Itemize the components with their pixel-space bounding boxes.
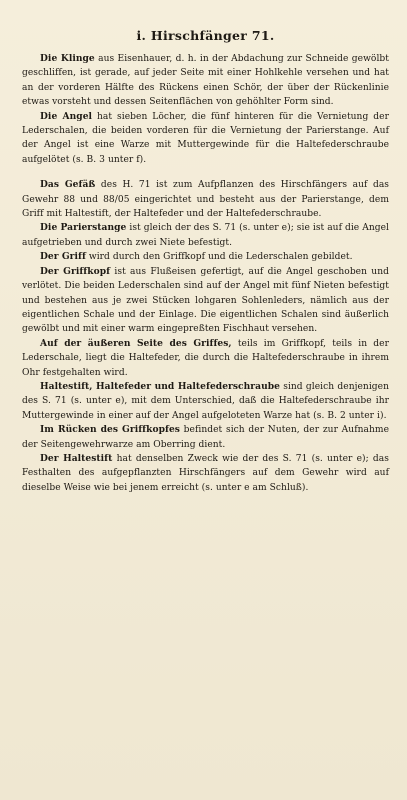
- paragraph-text: teils im Griffkopf, teils in der Lederschale, liegt die Haltefeder, die durch die Haltefederschraube in ihrem Ohr festgehalten wird.: [22, 338, 389, 378]
- paragraph-text: sind gleich denjenigen des S. 71 (s. unter e), mit dem Unterschied, daß die Haltefederschraube ihr Muttergewinde in einer auf der Angel aufgeloteten Warze hat (s. B. 2 unter i).: [22, 381, 389, 421]
- paragraph-aeussere-seite: [22, 337, 389, 380]
- paragraph-text: ist gleich der des S. 71 (s. unter e); sie ist auf die Angel aufgetrieben und durch zwei Niete befestigt.: [22, 223, 389, 248]
- section-gap: [22, 167, 389, 178]
- paragraph-text: hat denselben Zweck wie der des S. 71 (s. unter e); das Festhalten des aufgepflanzten Hirschfängers auf dem Gewehr wird auf dieselbe Weise wie bei jenem erreicht (s. unter e am Schluß).: [22, 453, 389, 493]
- paragraph-lead: Die Angel: [40, 110, 93, 122]
- paragraph-haltestift-feder-schraube: [22, 380, 389, 423]
- paragraph-text: ist aus Flußeisen gefertigt, auf die Angel geschoben und verlötet. Die beiden Lederschalen sind auf der Angel mit fünf Nieten befestigt und bestehen aus je zwei Stücken lohgaren Sohlenleders, nämlich aus der eigentlichen Schale und der Einlage. Die eigentlichen Schalen sind äußerlich gewölbt und mit einer warm eingepreßten Fischhaut versehen.: [22, 266, 389, 335]
- paragraph-ruecken-griffkopf: [22, 423, 389, 452]
- paragraph-lead: Der Haltestift: [40, 452, 113, 464]
- paragraph-lead: Im Rücken des Griffkopfes: [40, 424, 180, 436]
- paragraph-lead: Der Griff: [40, 251, 86, 263]
- paragraph-lead: Auf der äußeren Seite des Griffes,: [40, 337, 232, 349]
- paragraph-text: hat sieben Löcher, die fünf hinteren für die Vernietung der Lederschalen, die beiden vorderen für die Vernietung der Parierstange. Auf der Angel ist eine Warze mit Muttergewinde für die Haltefederschraube aufgelötet (s. B. 3 unter f).: [22, 111, 389, 165]
- paragraph-text: aus Eisenhauer, d. h. in der Abdachung zur Schneide gewölbt geschliffen, ist gerade, auf jeder Seite mit einer Hohlkehle versehen und hat an der vorderen Hälfte des Rückens einen Schör, der über der Rückenlinie etwas vorsteht und dessen Seitenflächen von gehöhlter Form sind.: [22, 54, 389, 108]
- paragraph-text: befindet sich der Nuten, der zur Aufnahme der Seitengewehrwarze am Oberring dient.: [22, 425, 389, 450]
- paragraph-lead: Die Klinge: [40, 53, 95, 64]
- paragraph-griff: [22, 250, 389, 264]
- paragraph-gefaess: [22, 178, 389, 221]
- section-gefaess: [22, 178, 389, 495]
- paragraph-lead: Die Parierstange: [40, 222, 127, 234]
- document-title: i. Hirschfänger 71.: [136, 28, 275, 43]
- paragraph-parierstange: [22, 221, 389, 250]
- section-klinge-angel: [22, 52, 389, 167]
- paragraph-text: des H. 71 ist zum Aufpflanzen des Hirschfängers auf das Gewehr 88 und 88/05 eingerichtet und besteht aus der Parierstange, dem Griff mit Haltestift, der Haltefeder und der Haltefederschraube.: [22, 180, 390, 220]
- paragraph-klinge: [22, 52, 389, 110]
- paragraph-haltestift: [22, 452, 389, 495]
- paragraph-lead: Haltestift, Haltefeder und Haltefederschraube: [40, 380, 280, 392]
- paragraph-text: wird durch den Griffkopf und die Lederschalen gebildet.: [85, 252, 353, 263]
- paragraph-lead: Das Gefäß: [40, 179, 96, 191]
- paragraph-griffkopf: [22, 265, 389, 337]
- paragraph-angel: [22, 110, 389, 168]
- paragraph-lead: Der Griffkopf: [40, 265, 111, 277]
